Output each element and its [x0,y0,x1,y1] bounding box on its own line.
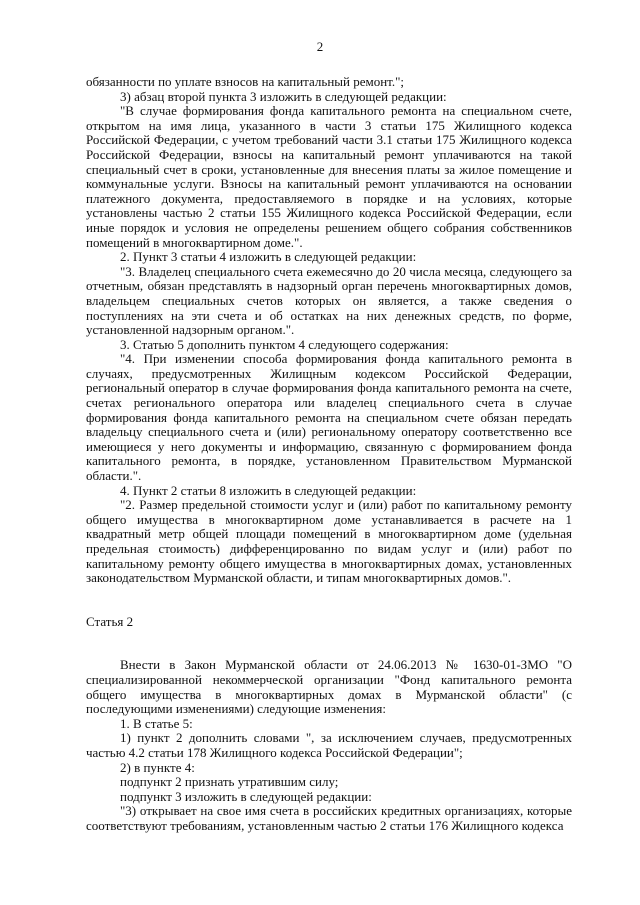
article-heading: Статья 2 [86,613,134,629]
paragraph: "2. Размер предельной стоимости услуг и (или) работ по капитальному ремонту общего имущества в многоквартирном доме устанавливается в расчете на 1 квадратный метр общей площади помещений в многоквартирном доме (удельная предельная стоимость) дифференцированно по видам услуг и (или) работ по капитальному ремонту общего имущества в многоквартирных домах, установленных законодательством Мурманской области, и типам многоквартирных домов.". [86,497,572,586]
paragraph: 1) пункт 2 дополнить словами ", за исключением случаев, предусмотренных частью 4.2 статьи 178 Жилищного кодекса Российской Федерации"; [86,730,572,760]
paragraph: Внести в Закон Мурманской области от 24.06.2013 № 1630-01-ЗМО "О специализированной некоммерческой организации "Фонд капитального ремонта общего имущества в многоквартирных домах в Мурманской области" (с последующими изменениями) следующие изменения: [86,657,572,717]
spacer [86,629,572,658]
paragraph: подпункт 2 признать утратившим силу; [120,774,339,790]
paragraph: 3. Статью 5 дополнить пунктом 4 следующего содержания: [120,336,449,352]
article-1-amendments [86,75,572,586]
paragraph: 4. Пункт 2 статьи 8 изложить в следующей редакции: [120,482,417,498]
article-2-amendments [86,658,572,833]
paragraph: "В случае формирования фонда капитального ремонта на специальном счете, открытом на имя лица, указанного в части 3 статьи 175 Жилищного кодекса Российской Федерации, с учетом требований части 3.1 статьи 175 Жилищного кодекса Российской Федерации, взносы на капитальный ремонт уплачиваются на такой специальный счет в сроки, установленные для внесения платы за жилое помещение и коммунальные услуги. Взносы на капитальный ремонт уплачиваются на основании платежного документа, предоставляемого в порядке и на условиях, которые установлены частью 2 статьи 155 Жилищного кодекса Российской Федерации, если иные порядок и условия не определены решением общего собрания собственников помещений в многоквартирном доме.". [86,103,572,250]
page-number: 2 [316,39,324,54]
paragraph: подпункт 3 изложить в следующей редакции: [120,788,372,804]
paragraph: 1. В статье 5: [120,715,193,731]
paragraph: "3) открывает на свое имя счета в российских кредитных организациях, которые соответствуют требованиям, установленным частью 2 статьи 176 Жилищного кодекса [86,803,572,833]
spacer [86,586,572,615]
paragraph: 2) в пункте 4: [120,759,195,775]
paragraph: "3. Владелец специального счета ежемесячно до 20 числа месяца, следующего за отчетным, обязан представлять в надзорный орган перечень многоквартирных домов, владельцем специальных счетов которых он является, а также сведения о поступлениях на эти счета и об остатках на них денежных средств, по форме, установленной надзорным органом.". [86,263,572,338]
paragraph: 2. Пункт 3 статьи 4 изложить в следующей редакции: [120,249,417,265]
paragraph: обязанности по уплате взносов на капитальный ремонт."; [86,74,405,89]
paragraph: "4. При изменении способа формирования фонда капитального ремонта в случаях, предусмотренных Жилищным кодексом Российской Федерации, региональный оператор в случае формирования фонда капитального ремонта на счете, счетах регионального оператора или владелец специального счета в случае формирования фонда капитального ремонта на специальном счете обязан передать владельцу специального счета и (или) региональному оператору соответственно все имеющиеся у него документы и информацию, связанную с формированием фонда капитального ремонта, в порядке, установленном Правительством Мурманской области.". [86,351,572,484]
document-body [86,75,572,834]
paragraph: 3) абзац второй пункта 3 изложить в следующей редакции: [120,88,447,104]
